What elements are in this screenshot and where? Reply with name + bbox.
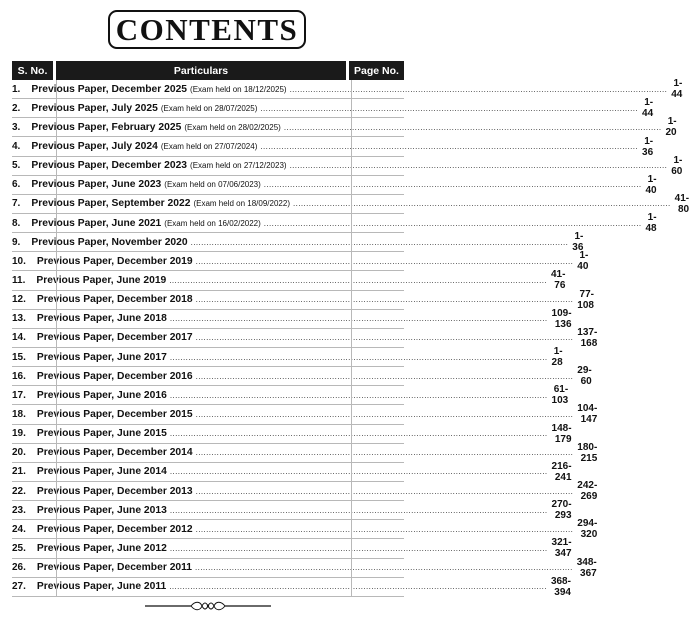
table-row <box>12 422 572 445</box>
table-row <box>12 78 683 101</box>
dot-leader: ................................................................................................................................................ <box>169 275 547 285</box>
paper-title: Previous Paper, June 2023 <box>31 179 162 191</box>
serial-number: 2. <box>12 102 21 114</box>
serial-number: 17. <box>12 389 26 401</box>
page-range: 368-394 <box>550 575 571 598</box>
contents-table <box>12 61 690 598</box>
serial-number: 14. <box>12 332 26 344</box>
dot-leader: ................................................................................................................................................ <box>263 180 642 190</box>
particulars-cell <box>29 562 577 573</box>
dot-leader: ................................................................................................................................................ <box>283 122 662 132</box>
paper-title: Previous Paper, June 2017 <box>36 351 167 363</box>
flourish-divider-icon <box>145 598 271 614</box>
paper-title: Previous Paper, September 2022 <box>31 198 191 210</box>
particulars-cell <box>23 218 645 229</box>
dot-leader: ................................................................................................................................................ <box>195 371 574 381</box>
table-row <box>12 154 683 177</box>
dot-leader: ................................................................................................................................................ <box>169 429 548 439</box>
serial-number: 12. <box>12 294 26 306</box>
dot-leader: ................................................................................................................................................ <box>195 486 574 496</box>
page-range: 104-147 <box>577 403 598 426</box>
paper-title: Previous Paper, July 2025 <box>31 102 158 114</box>
page-range: 1-36 <box>642 135 654 158</box>
page-range: 1-48 <box>645 212 657 235</box>
table-row <box>12 365 592 388</box>
dot-leader: ................................................................................................................................................ <box>169 352 548 362</box>
page-range: 109-136 <box>551 307 572 330</box>
paper-title: Previous Paper, June 2013 <box>36 504 167 516</box>
page-range: 61-103 <box>551 384 569 407</box>
page-range: 294-320 <box>577 518 598 541</box>
page-range: 1-44 <box>671 78 683 101</box>
paper-title: Previous Paper, December 2013 <box>36 485 193 497</box>
page-range: 148-179 <box>551 422 572 445</box>
paper-title: Previous Paper, June 2011 <box>36 581 167 593</box>
serial-number: 13. <box>12 313 26 325</box>
table-row <box>12 537 572 560</box>
dot-leader: ................................................................................................................................................ <box>195 295 574 305</box>
header-sno: S. No. <box>12 61 53 80</box>
serial-number: 5. <box>12 160 21 172</box>
table-row <box>12 346 563 369</box>
particulars-cell <box>29 332 577 343</box>
table-row <box>12 460 572 483</box>
particulars-cell <box>29 466 552 477</box>
table-header <box>12 61 404 80</box>
dot-leader: ................................................................................................................................................ <box>195 563 573 573</box>
paper-title: Previous Paper, December 2016 <box>36 370 193 382</box>
paper-title: Previous Paper, December 2023 <box>31 160 188 172</box>
dot-leader: ................................................................................................................................................ <box>260 103 639 113</box>
page-range: 29-60 <box>577 365 592 388</box>
exam-date-note: (Exam held on 28/07/2025) <box>160 103 258 113</box>
paper-title: Previous Paper, June 2018 <box>36 313 167 325</box>
paper-title: Previous Paper, December 2015 <box>36 408 193 420</box>
dot-leader: ................................................................................................................................................ <box>190 237 569 247</box>
particulars-cell <box>29 447 577 458</box>
serial-number: 16. <box>12 370 26 382</box>
page-range: 41-80 <box>674 192 690 215</box>
exam-date-note: (Exam held on 16/02/2022) <box>164 218 261 228</box>
page-range: 1-40 <box>645 173 657 196</box>
exam-date-note: (Exam held on 18/12/2025) <box>190 84 287 94</box>
paper-title: Previous Paper, December 2025 <box>31 83 188 95</box>
exam-date-note: (Exam held on 27/12/2023) <box>190 161 287 171</box>
table-row <box>12 116 677 139</box>
serial-number: 4. <box>12 140 21 152</box>
dot-leader: ................................................................................................................................................ <box>195 333 574 343</box>
serial-number: 24. <box>12 523 26 535</box>
serial-number: 6. <box>12 179 21 191</box>
serial-number: 21. <box>12 466 26 478</box>
page-range: 270-293 <box>551 499 572 522</box>
page-range: 1-44 <box>642 97 654 120</box>
exam-date-note: (Exam held on 18/09/2022) <box>193 199 290 209</box>
particulars-cell <box>23 179 645 190</box>
paper-title: Previous Paper, December 2018 <box>36 294 193 306</box>
particulars-cell <box>23 198 674 209</box>
paper-title: Previous Paper, June 2014 <box>36 466 167 478</box>
header-particulars: Particulars <box>56 61 346 80</box>
particulars-cell <box>29 409 577 420</box>
particulars-cell <box>29 486 577 497</box>
serial-number: 10. <box>12 255 26 267</box>
table-row <box>12 173 657 196</box>
page-range: 1-20 <box>665 116 677 139</box>
particulars-cell <box>29 505 552 516</box>
paper-title: Previous Paper, February 2025 <box>31 121 182 133</box>
serial-number: 9. <box>12 236 21 248</box>
paper-title: Previous Paper, December 2014 <box>36 447 193 459</box>
paper-title: Previous Paper, December 2011 <box>36 562 193 574</box>
paper-title: Previous Paper, June 2021 <box>31 217 162 229</box>
exam-date-note: (Exam held on 07/06/2023) <box>164 180 261 190</box>
table-body <box>12 78 690 598</box>
particulars-cell <box>29 524 577 535</box>
table-row <box>12 307 572 330</box>
particulars-cell <box>29 256 577 267</box>
particulars-cell <box>23 237 572 248</box>
particulars-cell <box>29 371 577 382</box>
serial-number: 7. <box>12 198 21 210</box>
page-range: 180-215 <box>577 441 598 464</box>
particulars-cell <box>23 122 665 133</box>
exam-date-note: (Exam held on 28/02/2025) <box>184 122 281 132</box>
dot-leader: ................................................................................................................................................ <box>169 505 548 515</box>
page-title: CONTENTS <box>115 12 299 47</box>
table-row <box>12 212 657 235</box>
dot-leader: ................................................................................................................................................ <box>169 467 548 477</box>
page-range: 1-28 <box>551 346 563 369</box>
table-row <box>12 384 569 407</box>
dot-leader: ................................................................................................................................................ <box>260 141 639 151</box>
serial-number: 26. <box>12 562 26 574</box>
paper-title: Previous Paper, June 2012 <box>36 542 167 554</box>
serial-number: 22. <box>12 485 26 497</box>
particulars-cell <box>29 428 552 439</box>
page-range: 1-60 <box>671 154 683 177</box>
serial-number: 3. <box>12 121 21 133</box>
dot-leader: ................................................................................................................................................ <box>195 409 574 419</box>
particulars-cell <box>29 294 577 305</box>
table-row <box>12 441 598 464</box>
serial-number: 23. <box>12 504 26 516</box>
table-row <box>12 556 597 579</box>
dot-leader: ................................................................................................................................................ <box>289 84 668 94</box>
dot-leader: ................................................................................................................................................ <box>195 448 574 458</box>
header-page-no: Page No. <box>349 61 404 80</box>
table-row <box>12 518 598 541</box>
particulars-cell <box>29 581 551 592</box>
particulars-cell <box>29 543 552 554</box>
table-row <box>12 480 598 503</box>
serial-number: 15. <box>12 351 26 363</box>
paper-title: Previous Paper, December 2017 <box>36 332 193 344</box>
page-range: 41-76 <box>550 269 566 292</box>
dot-leader: ................................................................................................................................................ <box>169 390 548 400</box>
serial-number: 18. <box>12 408 26 420</box>
page-range: 1-36 <box>572 231 584 254</box>
particulars-cell <box>23 160 671 171</box>
paper-title: Previous Paper, July 2024 <box>31 140 158 152</box>
particulars-cell <box>29 313 552 324</box>
dot-leader: ................................................................................................................................................ <box>263 218 642 228</box>
column-divider-right <box>351 80 352 597</box>
dot-leader: ................................................................................................................................................ <box>195 524 574 534</box>
particulars-cell <box>23 103 642 114</box>
serial-number: 27. <box>12 581 26 593</box>
serial-number: 8. <box>12 217 21 229</box>
exam-date-note: (Exam held on 27/07/2024) <box>160 141 258 151</box>
page-range: 321-347 <box>551 537 572 560</box>
serial-number: 20. <box>12 447 26 459</box>
contents-title-box <box>108 10 306 49</box>
table-row <box>12 326 598 349</box>
particulars-cell <box>23 84 671 95</box>
particulars-cell <box>29 390 552 401</box>
table-row <box>12 288 594 311</box>
table-row <box>12 192 690 215</box>
table-row <box>12 97 654 120</box>
paper-title: Previous Paper, June 2016 <box>36 389 167 401</box>
table-row <box>12 499 572 522</box>
dot-leader: ................................................................................................................................................ <box>169 314 548 324</box>
paper-title: Previous Paper, June 2019 <box>36 274 167 286</box>
paper-title: Previous Paper, June 2015 <box>36 428 167 440</box>
page-range: 1-40 <box>577 250 589 273</box>
serial-number: 25. <box>12 542 26 554</box>
page-range: 77-108 <box>577 288 594 311</box>
page-range: 348-367 <box>576 556 597 579</box>
table-row <box>12 403 598 426</box>
serial-number: 19. <box>12 428 26 440</box>
table-row <box>12 269 566 292</box>
paper-title: Previous Paper, December 2019 <box>36 255 193 267</box>
particulars-cell <box>28 275 551 286</box>
column-divider-left <box>56 80 57 597</box>
page-range: 137-168 <box>577 326 598 349</box>
serial-number: 1. <box>12 83 21 95</box>
table-row <box>12 135 654 158</box>
dot-leader: ................................................................................................................................................ <box>169 582 547 592</box>
table-row <box>12 250 589 273</box>
paper-title: Previous Paper, November 2020 <box>31 236 188 248</box>
page-range: 216-241 <box>551 460 572 483</box>
particulars-cell <box>29 352 552 363</box>
dot-leader: ................................................................................................................................................ <box>292 199 671 209</box>
dot-leader: ................................................................................................................................................ <box>289 161 668 171</box>
paper-title: Previous Paper, December 2012 <box>36 523 193 535</box>
particulars-cell <box>23 141 642 152</box>
table-row <box>12 231 584 254</box>
dot-leader: ................................................................................................................................................ <box>195 256 574 266</box>
dot-leader: ................................................................................................................................................ <box>169 543 548 553</box>
serial-number: 11. <box>12 274 26 286</box>
table-row <box>12 575 571 598</box>
page-range: 242-269 <box>577 480 598 503</box>
